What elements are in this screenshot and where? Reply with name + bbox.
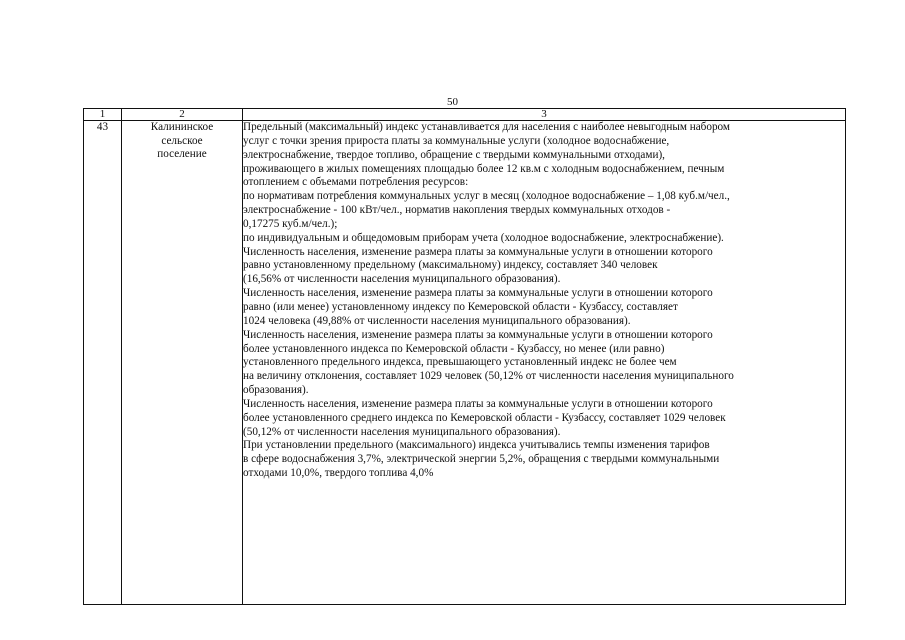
text-line: в сфере водоснабжения 3,7%, электрической энергии 5,2%, обращения с твердыми коммунальными bbox=[243, 453, 720, 466]
text-line: проживающего в жилых помещениях площадью более 12 кв.м с холодным водоснабжением, печным bbox=[243, 162, 725, 175]
text-line: более установленного среднего индекса по Кемеровской области - Кузбассу, составляет 1029 человек bbox=[243, 411, 726, 424]
text-line: установленного предельного индекса, превышающего установленный индекс не более чем bbox=[243, 356, 677, 369]
text-line: Предельный (максимальный) индекс устанавливается для населения с наиболее невыгодным набором bbox=[243, 121, 730, 133]
header-cell-2: 2 bbox=[122, 109, 243, 121]
text-line: отходами 10,0%, твердого топлива 4,0% bbox=[243, 467, 434, 480]
text-line: равно (или менее) установленному индексу по Кемеровской области - Кузбассу, составляет bbox=[243, 300, 678, 313]
description-text bbox=[243, 121, 846, 605]
text-line: (16,56% от численности населения муниципального образования). bbox=[243, 273, 561, 286]
text-line: При установлении предельного (максимального) индекса учитывались темпы изменения тарифов bbox=[243, 439, 710, 452]
table-header-row bbox=[84, 109, 846, 121]
text-line: электроснабжение - 100 кВт/чел., норматив накопления твердых коммунальных отходов - bbox=[243, 204, 671, 217]
header-cell-3: 3 bbox=[243, 109, 846, 121]
settlement-name-line: сельское bbox=[161, 134, 203, 147]
page-number: 50 bbox=[447, 96, 458, 108]
text-line: Численность населения, изменение размера платы за коммунальные услуги в отношении которого bbox=[243, 245, 713, 258]
text-line: Численность населения, изменение размера платы за коммунальные услуги в отношении которого bbox=[243, 397, 713, 410]
text-line: 1024 человека (49,88% от численности населения муниципального образования). bbox=[243, 314, 631, 327]
settlement-name-line: Калининское bbox=[150, 121, 214, 133]
text-line: Численность населения, изменение размера платы за коммунальные услуги в отношении которого bbox=[243, 328, 713, 341]
text-line: на величину отклонения, составляет 1029 человек (50,12% от численности населения муниципального bbox=[243, 370, 734, 383]
settlement-name bbox=[122, 121, 243, 605]
document-table bbox=[83, 108, 846, 605]
settlement-name-line: поселение bbox=[157, 148, 207, 160]
header-cell-1: 1 bbox=[84, 109, 122, 121]
row-number: 43 bbox=[84, 121, 122, 605]
text-line: отоплением с объемами потребления ресурсов: bbox=[243, 176, 469, 189]
table-row bbox=[84, 121, 846, 605]
text-line: по индивидуальным и общедомовым приборам учета (холодное водоснабжение, электроснабжение). bbox=[243, 231, 724, 244]
text-line: равно установленному предельному (максимальному) индексу, составляет 340 человек bbox=[243, 259, 658, 272]
text-line: (50,12% от численности населения муниципального образования). bbox=[243, 425, 561, 438]
text-line: электроснабжение, твердое топливо, обращение с твердыми коммунальными отходами), bbox=[243, 148, 665, 161]
text-line: образования). bbox=[243, 384, 309, 397]
text-line: Численность населения, изменение размера платы за коммунальные услуги в отношении которого bbox=[243, 287, 713, 300]
text-line: по нормативам потребления коммунальных услуг в месяц (холодное водоснабжение – 1,08 куб.м/чел., bbox=[243, 190, 730, 203]
text-line: более установленного индекса по Кемеровской области - Кузбассу, но менее (или равно) bbox=[243, 342, 665, 355]
text-line: услуг с точки зрения прироста платы за коммунальные услуги (холодное водоснабжение, bbox=[243, 134, 670, 147]
text-line: 0,17275 куб.м/чел.); bbox=[243, 217, 338, 230]
